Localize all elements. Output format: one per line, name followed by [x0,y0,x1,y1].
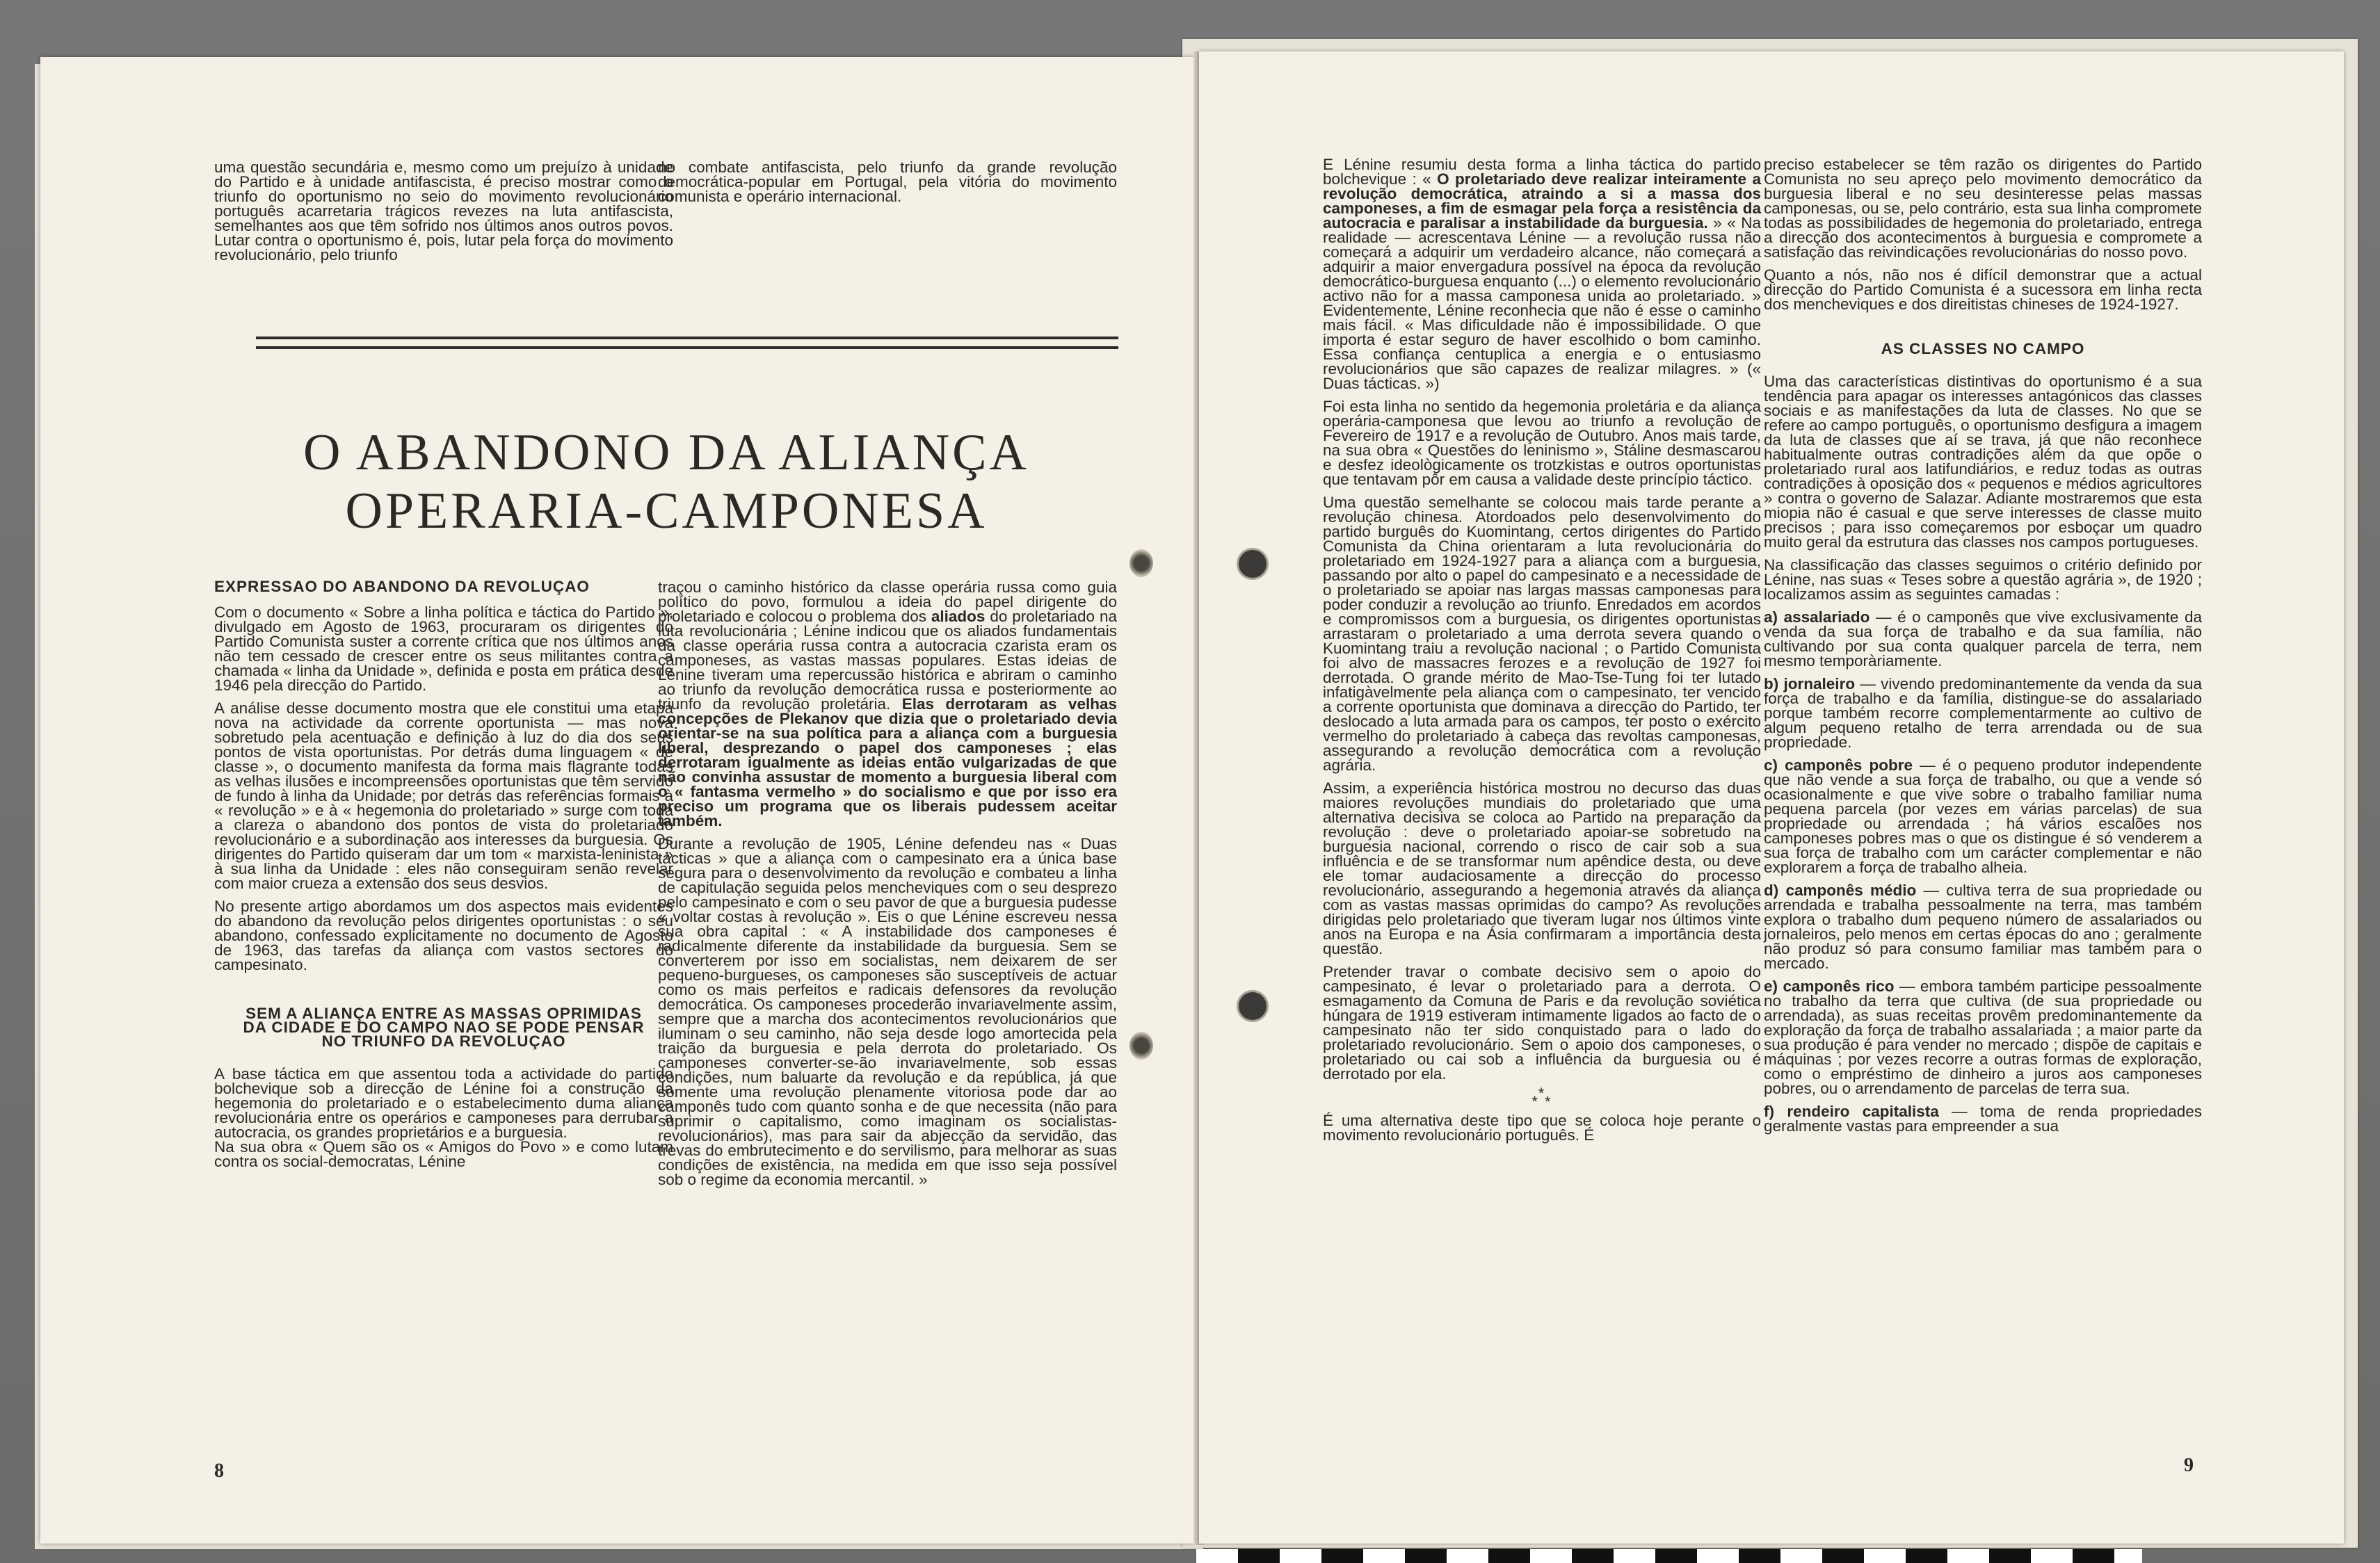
left-paragraph-3: No presente artigo abordamos um dos aspectos mais evidentes do abandono da revolução pelos dirigentes oportunistas : o seu abandono, confessado explicitamente no documento de Agosto de 1963, das tarefas da aliança com vastos sectores do campesinato. [214,898,673,973]
section-heading-expressao: EXPRESSAO DO ABANDONO DA REVOLUÇAO [214,578,590,595]
right-paragraph-3: Uma questão semelhante se colocou mais tarde perante a revolução chinesa. Atordoados pelo desenvolvimento do partido burguês do Kuomintang, certos dirigentes do Partido Comunista da China orientaram a luta revolucionária do proletariado em 1924-1927 para a aliança com a burguesia, passando por alto o papel do campesinato e a necessidade de o proletariado se apoiar nas largas massas camponesas para poder conduzir a revolução ao triunfo. Enredados em acordos e compromissos com a burguesia, os dirigentes oportunistas arrastaram o proletariado a uma derrota severa quando o Kuomintang traiu a revolução nacional ; o Partido Comunista foi alvo de massacres ferozes e a revolução de 1927 foi derrotada. O grande mérito de Mao-Tse-Tung foi ter lutado infatigàvelmente pela aliança com o campesinato, ter vencido a corrente oportunista que dominava a direcção do Partido, ter deslocado a luta armada para os campos, ter posto o exército vermelho do proletariado à cabeça das revoltas camponesas, assegurando a revolução democrática com a revolução agrária. [1323,494,1761,774]
bold-run-quote: O proletariado deve realizar inteiramente a revolução democrática, atraindo a si a massa dos camponeses, a fim de esmagar pela força a resistência da autocracia e paralisar a instabilidade da burguesia. [1323,170,1761,232]
left-page [40,57,1195,1544]
left-paragraph-5: Na sua obra « Quem são os « Amigos do Povo » e como lutam contra os social-democratas, Lénine [214,1138,673,1170]
left-col2-paragraph-2: Durante a revolução de 1905, Lénine defendeu nas « Duas tácticas » que a aliança com o campesinato era a única base segura para o desenvolvimento da revolução e combateu a linha de capitulação seguida pelos mencheviques com o seu desprezo pelo campesinato e com o seu pavor de que a burguesia pudesse « voltar costas à revolução ». Eis o que Lénine escreveu nessa sua obra capital : « A instabilidade dos camponeses é radicalmente diferente da instabilidade da burguesia. Sem se converterem por isso em socialistas, nem deixarem de ser pequeno-burgueses, os camponeses são susceptíveis de actuar como os mais perfeitos e radicais defensores da revolução democrática. Os camponeses procederão invariavelmente assim, sempre que a marcha dos acontecimentos revolucionários que iluminam o seu caminho, não seja desde logo amortecida pela traição da burguesia e pela derrota do proletariado. Os camponeses converter-se-ão invariavelmente, sob essas condições, num baluarte da revolução e da república, já que sòmente uma revolução plenamente vitoriosa pode dar ao camponês tudo com quanto sonha e de que necessita (não para suprimir o capitalismo, como imaginam os socialistas-revolucionários), mas para sair da abjecção da servidão, das trevas do embrutecimento e do servilismo, para melhorar as suas condições de existência, na medida em que isso seja possível sob o regime da economia mercantil. » [658,835,1117,1188]
right-paragraph-5: Pretender travar o combate decisivo sem o apoio do campesinato, é levar o proletariado para a derrota. O esmagamento da Comuna de Paris e da revolução soviética húngara de 1919 estiveram intimamente ligados ao facto de o campesinato não ter sido conquistado para o lado do proletariado revolucionário. Sem o apoio dos camponeses, o proletariado ou cai sob a influência da burguesia ou é derrotado por ela. [1323,963,1761,1083]
right-col2-paragraph-2: Quanto a nós, não nos é difícil demonstrar que a actual direcção do Partido Comunista é a sucessora em linha recta dos mencheviques e dos direitistas chineses de 1924-1927. [1764,266,2202,313]
class-item-campones-rico [1764,979,2202,1096]
text-run: » « Na realidade — acrescentava Lénine — a revolução russa não começará a adquirir um verdadeiro alcance, não começará a adquirir a maior envergadura possível na época da revolução democrático-burguesa enquanto (...) o elemento revolucionário activo não for a massa camponesa unida ao proletariado. » Evidentemente, Lénine reconhecia que não é esse o caminho mais fácil. « Mas dificuldade não é impossibilidade. O que importa é estar seguro de haver escolhido o bom caminho. Essa confiança centuplica a energia e o entusiasmo revolucionários que são capazes de realizar milagres. » (« Duas tácticas. ») [1323,214,1762,392]
text-run: E Lénine resumiu desta forma a linha táctica do partido bolchevique : « [1323,156,1761,188]
item-label: e) camponês rico [1764,978,1895,995]
article-title-line-1: O ABANDONO DA ALIANÇA [303,424,1029,481]
bold-run-plekanov: Elas derrotaram as velhas concepções de Plekanov que dizia que o proletariado devia orientar-se na sua política para a aliança com a burguesia liberal, desprezando o papel dos camponeses ; elas derrotaram igualmente as ideias então vulgarizadas de que não convinha assustar de momento a burguesia liberal com o « fantasma vermelho » do socialismo e que por isso era preciso um programa que os liberais pudessem aceitar também. [658,695,1117,829]
left-main-column-2 [658,580,1117,1195]
section-heading-classes: AS CLASSES NO CAMPO [1881,340,2085,357]
item-text: — é o pequeno produtor independente que não vende a sua força de trabalho, ou que a vende só ocasionalmente e que vive sobre o trabalho familiar numa pequena parcela (por vezes em várias parcelas) de sua propriedade ou arrendada ; há vários escalões nos camponeses pobres mas o que os distingue é só venderem a sua força de trabalho com um carácter complementar e não explorarem a força de trabalho alheia. [1764,756,2202,876]
section-divider-asterisks: * * * [1531,1085,1552,1110]
left-paragraph-1: Com o documento « Sobre a linha política e táctica do Partido », divulgado em Agosto de 1963, procuraram os dirigentes do Partido Comunista suster a corrente crítica que nos últimos anos não tem cessado de crescer entre os seus militantes contra a chamada « linha da Unidade », definida e posta em prática desde 1946 pela direcção do Partido. [214,604,673,694]
right-col2-paragraph-1: preciso estabelecer se têm razão os dirigentes do Partido Comunista no seu apreço pelo movimento democrático da burguesia liberal e no seu desinteresse pelas massas camponesas, ou se, pelo contrário, esta sua linha compromete todas as possibilidades de hegemonia do proletariado, entrega a direcção dos acontecimentos à burguesia e compromete a satisfação das reivindicações revolucionárias do nosso povo. [1764,156,2202,261]
bold-run-aliados: aliados [931,608,986,625]
text-run: do proletariado na luta revolucionária ; Lénine indicou que os aliados fundamentais da classe operária russa contra a autocracia czarista eram os camponeses, as vastas massas populares. Estas ideias de Lénine tiveram uma repercussão histórica e abriram o caminho ao triunfo da revolução democrática russa e posteriormente ao triunfo da revolução proletária. [658,608,1118,713]
right-page [1199,51,2344,1544]
punch-hole-right-upper [1237,548,1269,580]
scale-ruler [1196,1549,2142,1563]
right-col2-paragraph-3: Uma das características distintivas do oportunismo é a sua tendência para apagar os interesses antagónicos das classes sociais e as manifestações da luta de classes. No que se refere ao campo português, o oportunismo desfigura a imagem da luta de classes que aí se trava, já que não reconhece habitualmente outras contradições além da que opõe o proletariado rural aos latifundiários, e reduz todas as outras contradições à oposição dos « pequenos e médios agricultores » contra o governo de Salazar. Adiante mostraremos que esta miopia não é casual e que serve interesses de classe muito precisos ; para isso começaremos por esboçar um quadro muito geral da estrutura das classes nos campos portugueses. [1764,373,2202,551]
right-paragraph-1 [1323,157,1761,391]
item-label: f) rendeiro capitalista [1764,1103,1939,1120]
item-text: — embora também participe pessoalmente no trabalho da terra que cultiva (de sua propriedade ou arrendada), as suas receitas provêm predominantemente da exploração da força de trabalho assalariada ; a maior parte da sua produção é para vender no mercado ; dispõe de capitais e máquinas ; por vezes recorre a outras formas de exploração, como o empréstimo de dinheiro a juros aos camponeses pobres, ou o arrendamento de parcelas de terra sua. [1764,978,2202,1097]
right-column-1 [1323,157,1761,1151]
class-item-jornaleiro [1764,677,2202,750]
title-rule-top [256,337,1118,339]
item-text: — toma de renda propriedades geralmente vastas para empreender a sua [1764,1103,2202,1135]
item-label: c) camponês pobre [1764,756,1913,774]
right-col2-paragraph-4: Na classificação das classes seguimos o critério definido por Lénine, nas suas « Teses sobre a questão agrária », de 1920 ; localizamos assim as seguintes camadas : [1764,556,2202,603]
title-rule-bottom [256,346,1118,349]
item-text: — é o camponês que vive exclusivamente da venda da sua força de trabalho e da sua família, não cultivando por sua conta qualquer parcela de terra, nem mesmo temporàriamente. [1764,608,2203,670]
punch-hole-right-lower [1237,990,1269,1022]
text-run: traçou o caminho histórico da classe operária russa como guia político do povo, formulou a ideia do papel dirigente do proletariado e colocou o problema dos [658,578,1117,625]
class-item-campones-medio [1764,883,2202,971]
item-text: — cultiva terra de sua propriedade ou arrendada e trabalha pessoalmente na terra, mas também explora o trabalho dum pequeno número de assalariados ou jornaleiros, pelo menos em certas épocas do ano ; geralmente não produz só para consumo familiar mas também para o mercado. [1764,882,2202,972]
section-heading-sem-alianca: SEM A ALIANÇA ENTRE AS MASSAS OPRIMIDAS DA CIDADE E DO CAMPO NAO SE PODE PENSAR NO TRIUNFO DA REVOLUÇAO [243,1005,645,1050]
page-number-left: 8 [214,1460,224,1482]
item-label: b) jornaleiro [1764,675,1856,693]
page-number-right: 9 [2184,1455,2194,1476]
article-title-line-2: OPERARIA-CAMPONESA [345,483,988,540]
left-main-column-1 [214,580,673,1177]
left-col2-paragraph-1 [658,580,1117,828]
right-paragraph-2: Foi esta linha no sentido da hegemonia proletária e da aliança operária-camponesa que levou ao triunfo a revolução de Fevereiro de 1917 e a revolução de Outubro. Anos mais tarde, na sua obra « Questões do leninismo », Stáline desmascarou e desfez ideològicamente os trotzkistas e outros oportunistas que tentavam pôr em causa a validade deste princípio táctico. [1323,398,1761,488]
left-top-column-1 [214,160,673,270]
left-paragraph-4: A base táctica em que assentou toda a actividade do partido bolchevique sob a direcção de Lénine foi a construção da hegemonia do proletariado e o estabelecimento duma aliança revolucionária entre os operários e camponeses para derrubar a autocracia, os grandes proprietários e a burguesia. [214,1065,673,1141]
class-item-assalariado [1764,610,2202,668]
right-column-2 [1764,157,2202,1142]
right-paragraph-4: Assim, a experiência histórica mostrou no decurso das duas maiores revoluções mundiais do proletariado que uma alternativa decisiva se coloca ao Partido na preparação da revolução : deve o proletariado apoiar-se sobretudo na burguesia nacional, correndo o risco de cair sob a sua influência e de se transformar num apêndice desta, ou deve ele tomar audaciosamente a direcção do processo revolucionário, assegurando a hegemonia através da aliança com as vastas massas oprimidas do campo? As revoluções dirigidas pelo proletariado que tiveram lugar nos últimos vinte anos na Europa e na Ásia confirmaram a importância desta questão. [1323,779,1761,957]
item-label: a) assalariado [1764,608,1870,626]
item-label: d) camponês médio [1764,882,1917,899]
class-item-campones-pobre [1764,758,2202,875]
class-item-rendeiro-capitalista [1764,1104,2202,1133]
left-top-paragraph-2: no combate antifascista, pelo triunfo da grande revolução democrática-popular em Portugal, pela vitória do movimento comunista e operário internacional. [658,159,1117,205]
left-top-column-2 [658,160,1117,212]
left-top-paragraph-1: uma questão secundária e, mesmo como um prejuízo à unidade do Partido e à unidade antifascista, é preciso mostrar como o triunfo do oportunismo no seio do movimento revolucionário português acarretaria trágicos revezes na luta antifascista, semelhantes aos que têm sofrido nos últimos anos outros povos. Lutar contra o oportunismo é, pois, lutar pela força do movimento revolucionário, pelo triunfo [214,159,673,264]
punch-hole-left-lower [1129,1032,1153,1060]
left-paragraph-2: A análise desse documento mostra que ele constitui uma etapa nova na actividade da corrente oportunista — mas nova sobretudo pela acentuação e definição à luz do dia dos seus pontos de vista oportunistas. Por detrás duma linguagem « de classe », o documento manifesta da forma mais flagrante todas as velhas ilusões e incompreensões oportunistas que têm servido de fundo à linha da Unidade; por detrás das referências formais à « revolução » e à « hegemonia do proletariado » surge com toda a clareza o abandono dos pontos de vista do proletariado revolucionário e a subordinação aos interesses da burguesia. Os dirigentes do Partido quiseram dar um tom « marxista-leninista » à sua linha da Unidade : eles não conseguiram senão revelar com maior crueza a extensão dos seus desvios. [214,699,673,892]
punch-hole-left-upper [1129,549,1153,577]
right-paragraph-6: É uma alternativa deste tipo que se coloca hoje perante o movimento revolucionário português. É [1323,1112,1761,1144]
item-text: — vivendo predominantemente da venda da sua força de trabalho e da família, distingue-se do assalariado porque também recorre complementarmente ao cultivo de algum pequeno retalho de terra arrendada ou de sua propriedade. [1764,675,2203,751]
